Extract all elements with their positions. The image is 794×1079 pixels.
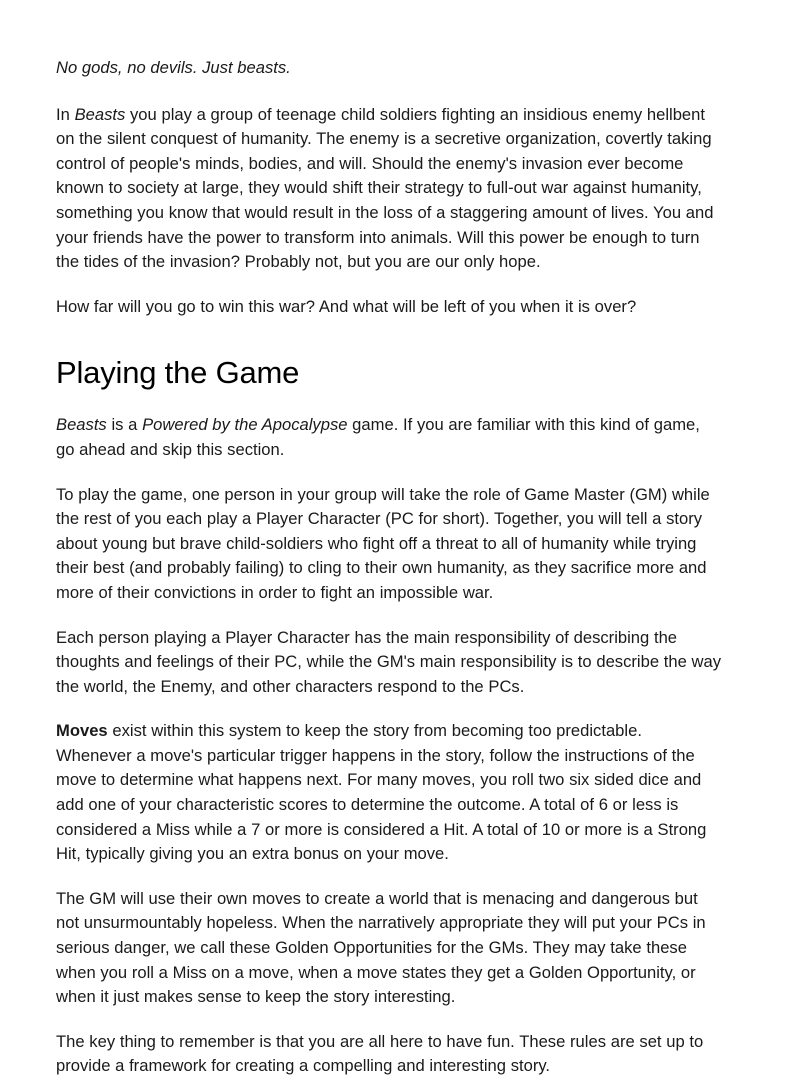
- pbta-rest: game. If you are familiar with this kind of game, go ahead and skip this section.: [56, 415, 700, 459]
- section-heading-playing-the-game: Playing the Game: [56, 355, 300, 391]
- question-paragraph: How far will you go to win this war? And what will be left of you when it is over?: [56, 296, 637, 316]
- intro-rest: you play a group of teenage child soldiers fighting an insidious enemy hellbent on the silent conquest of humanity. The enemy is a secretive organization, covertly taking control of people's minds, bodies, and will. Should the enemy's invasion ever become known to society at large, they would shift their strategy to full-out war against humanity, something you know that would result in the loss of a staggering amount of lives. You and your friends have the power to transform into animals. Will this power be enough to turn the tides of the invasion? Probably not, but you are our only hope.: [56, 104, 714, 272]
- moves-rest: exist within this system to keep the story from becoming too predictable. Whenever a move's particular trigger happens in the story, follow the instructions of the move to determine what happens next. For many moves, you roll two six sided dice and add one of your characteristic scores to determine the outcome. A total of 6 or less is considered a Miss while a 7 or more is considered a Hit. A total of 10 or more is a Strong Hit, typically giving you an extra bonus on your move.: [56, 721, 707, 864]
- closing-paragraph: The key thing to remember is that you are all here to have fun. These rules are set up to provide a framework for creating a compelling and interesting story.: [56, 1031, 704, 1076]
- intro-lead: In: [56, 104, 75, 124]
- system-name-emphasis: Powered by the Apocalypse: [142, 415, 348, 435]
- document-body: [56, 56, 722, 1079]
- intro-paragraph: [56, 103, 722, 275]
- tagline: No gods, no devils. Just beasts.: [56, 58, 291, 77]
- roles-paragraph: To play the game, one person in your group will take the role of Game Master (GM) while the rest of you each play a Player Character (PC for short). Together, you will tell a story about young but brave child-soldiers who fight off a threat to all of humanity while trying their best (and probably failing) to cling to their own humanity, as they sacrifice more and more of their convictions in order to fight an impossible war.: [56, 484, 710, 602]
- gm-paragraph: The GM will use their own moves to create a world that is menacing and dangerous but not unsurmountably hopeless. When the narratively appropriate they will put your PCs in serious danger, we call these Golden Opportunities for the GMs. They may take these when you roll a Miss on a move, when a move states they get a Golden Opportunity, or when it just makes sense to keep the story interesting.: [56, 888, 706, 1007]
- responsibility-paragraph: Each person playing a Player Character has the main responsibility of describing the thoughts and feelings of their PC, while the GM's main responsibility is to describe the way the world, the Enemy, and other characters respond to the PCs.: [56, 627, 722, 696]
- game-title-emphasis: Beasts: [56, 415, 107, 435]
- pbta-mid: is a: [106, 415, 143, 435]
- moves-term: Moves: [56, 721, 108, 741]
- game-title-emphasis: Beasts: [74, 104, 126, 124]
- pbta-paragraph: [56, 413, 722, 462]
- moves-paragraph: [56, 719, 722, 867]
